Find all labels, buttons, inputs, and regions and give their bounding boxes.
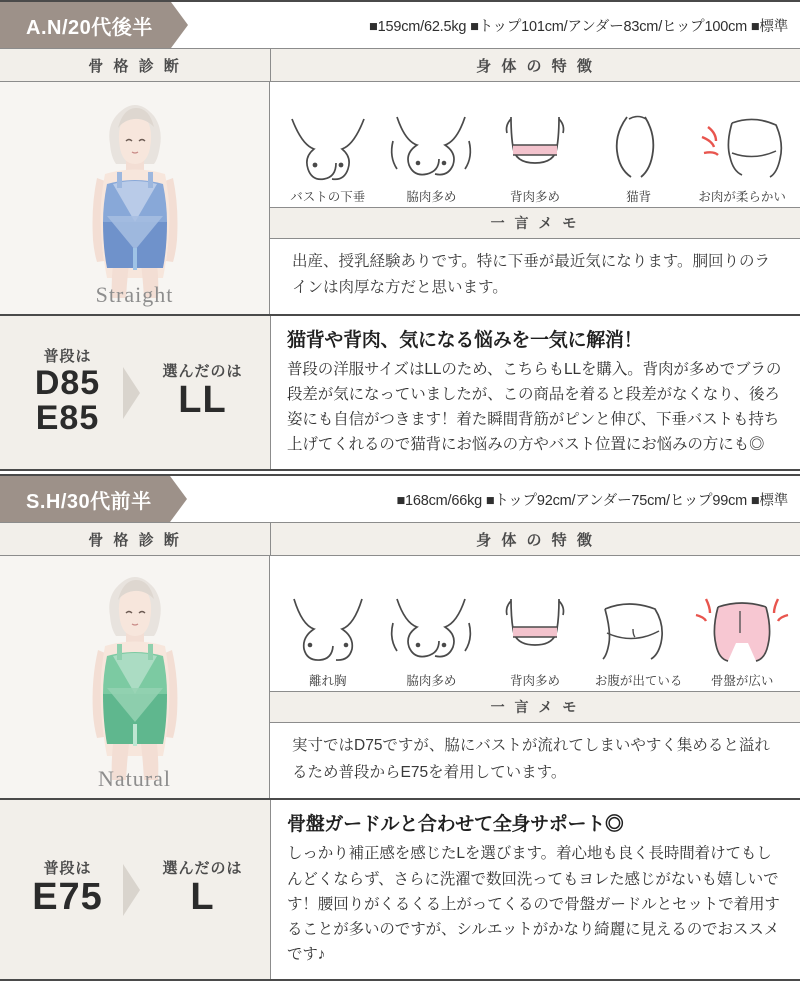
memo-text: 出産、授乳経験ありです。特に下垂が最近気になります。胴回りのラインは肉厚な方だと思います。 — [292, 252, 771, 297]
section-titles — [0, 48, 800, 82]
figure-cell-straight — [0, 82, 270, 314]
feature-item — [278, 593, 378, 689]
body-row — [0, 556, 800, 798]
title-skeleton-diagnosis: 骨 格 診 断 — [0, 523, 271, 555]
features-and-memo — [270, 556, 800, 798]
feature-item — [278, 111, 378, 205]
feature-item — [589, 111, 689, 205]
chosen-size-box — [135, 354, 270, 431]
feature-item — [692, 111, 792, 205]
arrow-icon — [123, 864, 140, 916]
usual-size-box — [0, 339, 135, 447]
reviewer-name: S.H/30代前半 — [0, 476, 170, 522]
usual-size-box — [0, 851, 135, 928]
chosen-size-box — [135, 851, 270, 928]
title-body-features: 身 体 の 特 徴 — [476, 531, 595, 549]
size-summary — [0, 316, 270, 469]
features-icons-row — [270, 82, 800, 207]
feature-caption: 骨盤が広い — [710, 674, 774, 689]
reviewer-name: A.N/20代後半 — [0, 2, 171, 48]
review-card-2 — [0, 474, 800, 981]
chosen-size-label: 選んだのは — [162, 860, 243, 878]
memo-title: 一 言 メ モ — [270, 691, 800, 723]
body-figure-straight-icon — [25, 88, 245, 300]
review-card-1 — [0, 0, 800, 471]
side-flesh-icon — [385, 593, 477, 669]
side-flesh-icon — [385, 111, 477, 185]
feature-caption: 背肉多め — [509, 674, 560, 689]
chosen-size-value: L — [190, 876, 215, 919]
size-summary — [0, 800, 270, 979]
body-figure-natural-icon — [25, 562, 245, 784]
back-flesh-icon — [489, 593, 581, 669]
usual-size-value-2: E85 — [35, 399, 100, 438]
feature-caption: お腹が出ている — [594, 674, 683, 689]
memo-text: 実寸ではD75ですが、脇にバストが流れてしまいやすく集めると溢れるため普段からE75を着用しています。 — [292, 737, 770, 781]
feature-caption: 脇肉多め — [406, 674, 457, 689]
features-icons-row — [270, 556, 800, 691]
section-titles — [0, 522, 800, 556]
sagging-bust-icon — [282, 111, 374, 185]
feature-caption: 猫背 — [626, 189, 652, 204]
arrow-icon — [123, 367, 140, 419]
hunched-back-icon — [593, 111, 685, 185]
comment-body: しっかり補正感を感じたLを選びます。着心地も良く長時間着けてもしんどくならず、さらに洗濯で数回洗ってもヨレた感じがないも嬉しいです！腰回りがくるくる上がってくるので骨盤ガードルとセットで着用することが多いのですが、シルエットがかなり綺麗に見えるのでおススメです♪ — [287, 845, 780, 963]
feature-caption: バストの下垂 — [290, 189, 366, 204]
reviewer-specs: ■159cm/62.5kg ■トップ101cm/アンダー83cm/ヒップ100cm ■標準 — [369, 18, 788, 35]
title-skeleton-diagnosis: 骨 格 診 断 — [0, 49, 271, 81]
size-and-comment-row — [0, 798, 800, 979]
feature-caption: お肉が柔らかい — [698, 189, 786, 204]
separated-bust-icon — [282, 593, 374, 669]
review-header — [0, 2, 800, 48]
figure-label: Straight — [95, 282, 174, 307]
size-and-comment-row — [0, 314, 800, 469]
feature-item — [485, 111, 585, 205]
belly-icon — [591, 593, 687, 669]
features-and-memo — [270, 82, 800, 314]
review-header — [0, 476, 800, 522]
feature-caption: 離れ胸 — [309, 674, 347, 689]
reviewer-specs: ■168cm/66kg ■トップ92cm/アンダー75cm/ヒップ99cm ■標準 — [396, 492, 788, 509]
chosen-size-value: LL — [178, 379, 227, 422]
feature-item — [692, 593, 792, 689]
feature-caption: 脇肉多め — [406, 189, 457, 204]
figure-cell-natural — [0, 556, 270, 798]
feature-item — [381, 111, 481, 205]
feature-caption: 背肉多め — [509, 189, 560, 204]
feature-item — [381, 593, 481, 689]
body-row — [0, 82, 800, 314]
usual-size-label: 普段は — [43, 860, 92, 878]
back-flesh-icon — [489, 111, 581, 185]
usual-size-value-1: D85 — [34, 363, 101, 402]
comment-headline: 骨盤ガードルと合わせて全身サポート◎ — [287, 814, 624, 836]
usual-size-label: 普段は — [43, 347, 92, 365]
feature-item — [485, 593, 585, 689]
soft-flesh-icon — [692, 111, 792, 185]
figure-label: Natural — [98, 766, 171, 792]
comment-cell — [270, 800, 800, 979]
wide-pelvis-icon — [692, 593, 792, 669]
feature-item — [589, 593, 689, 689]
chosen-size-label: 選んだのは — [162, 363, 243, 381]
comment-headline: 猫背や背肉、気になる悩みを一気に解消！ — [287, 330, 643, 351]
comment-body: 普段の洋服サイズはLLのため、こちらもLLを購入。背肉が多めでブラの段差が気になっていましたが、この商品を着ると段差がなくなり、後ろ姿にも自信がつきます！着た瞬間背筋がピンと伸び、下垂バストも持ち上げてくれるので猫背にお悩みの方やバスト位置にお悩みの方にも◎ — [287, 361, 782, 454]
title-body-features: 身 体 の 特 徴 — [476, 57, 595, 75]
memo-title: 一 言 メ モ — [270, 207, 800, 239]
comment-cell — [270, 316, 800, 469]
usual-size-value-1: E75 — [32, 876, 103, 919]
